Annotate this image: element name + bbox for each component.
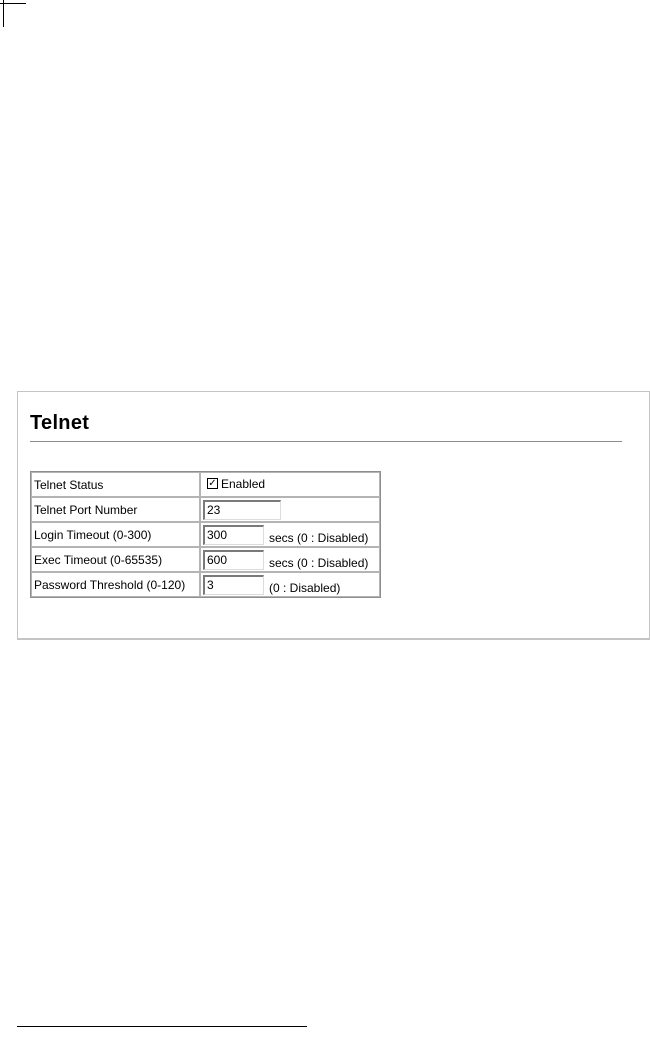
password-threshold-input[interactable]: 3	[203, 575, 264, 595]
telnet-status-label: Telnet Status	[31, 472, 200, 497]
password-threshold-label: Password Threshold (0-120)	[31, 572, 200, 597]
telnet-settings-panel	[17, 391, 650, 639]
telnet-port-input[interactable]: 23	[203, 500, 281, 520]
table-row	[31, 472, 380, 497]
login-timeout-cell	[200, 522, 380, 547]
telnet-enabled-checkbox[interactable]	[207, 478, 218, 489]
password-threshold-hint: (0 : Disabled)	[269, 580, 341, 595]
exec-timeout-label: Exec Timeout (0-65535)	[31, 547, 200, 572]
exec-timeout-input[interactable]: 600	[203, 550, 264, 570]
table-row	[31, 572, 380, 597]
table-row	[31, 522, 380, 547]
telnet-settings-table	[30, 471, 381, 598]
login-timeout-label: Login Timeout (0-300)	[31, 522, 200, 547]
telnet-port-label: Telnet Port Number	[31, 497, 200, 522]
crop-mark-vertical	[3, 0, 4, 27]
telnet-status-cell	[200, 472, 380, 497]
telnet-port-cell	[200, 497, 380, 522]
telnet-status-control[interactable]	[207, 477, 265, 491]
exec-timeout-cell	[200, 547, 380, 572]
login-timeout-input[interactable]: 300	[203, 525, 264, 545]
table-row	[31, 497, 380, 522]
panel-bottom-rule	[17, 639, 650, 640]
table-row	[31, 547, 380, 572]
telnet-enabled-label: Enabled	[221, 476, 266, 491]
page-title: Telnet	[30, 412, 90, 434]
login-timeout-hint: secs (0 : Disabled)	[269, 530, 369, 545]
password-threshold-cell	[200, 572, 380, 597]
title-divider	[30, 441, 622, 442]
exec-timeout-hint: secs (0 : Disabled)	[269, 555, 369, 570]
footnote-rule	[17, 1026, 307, 1027]
